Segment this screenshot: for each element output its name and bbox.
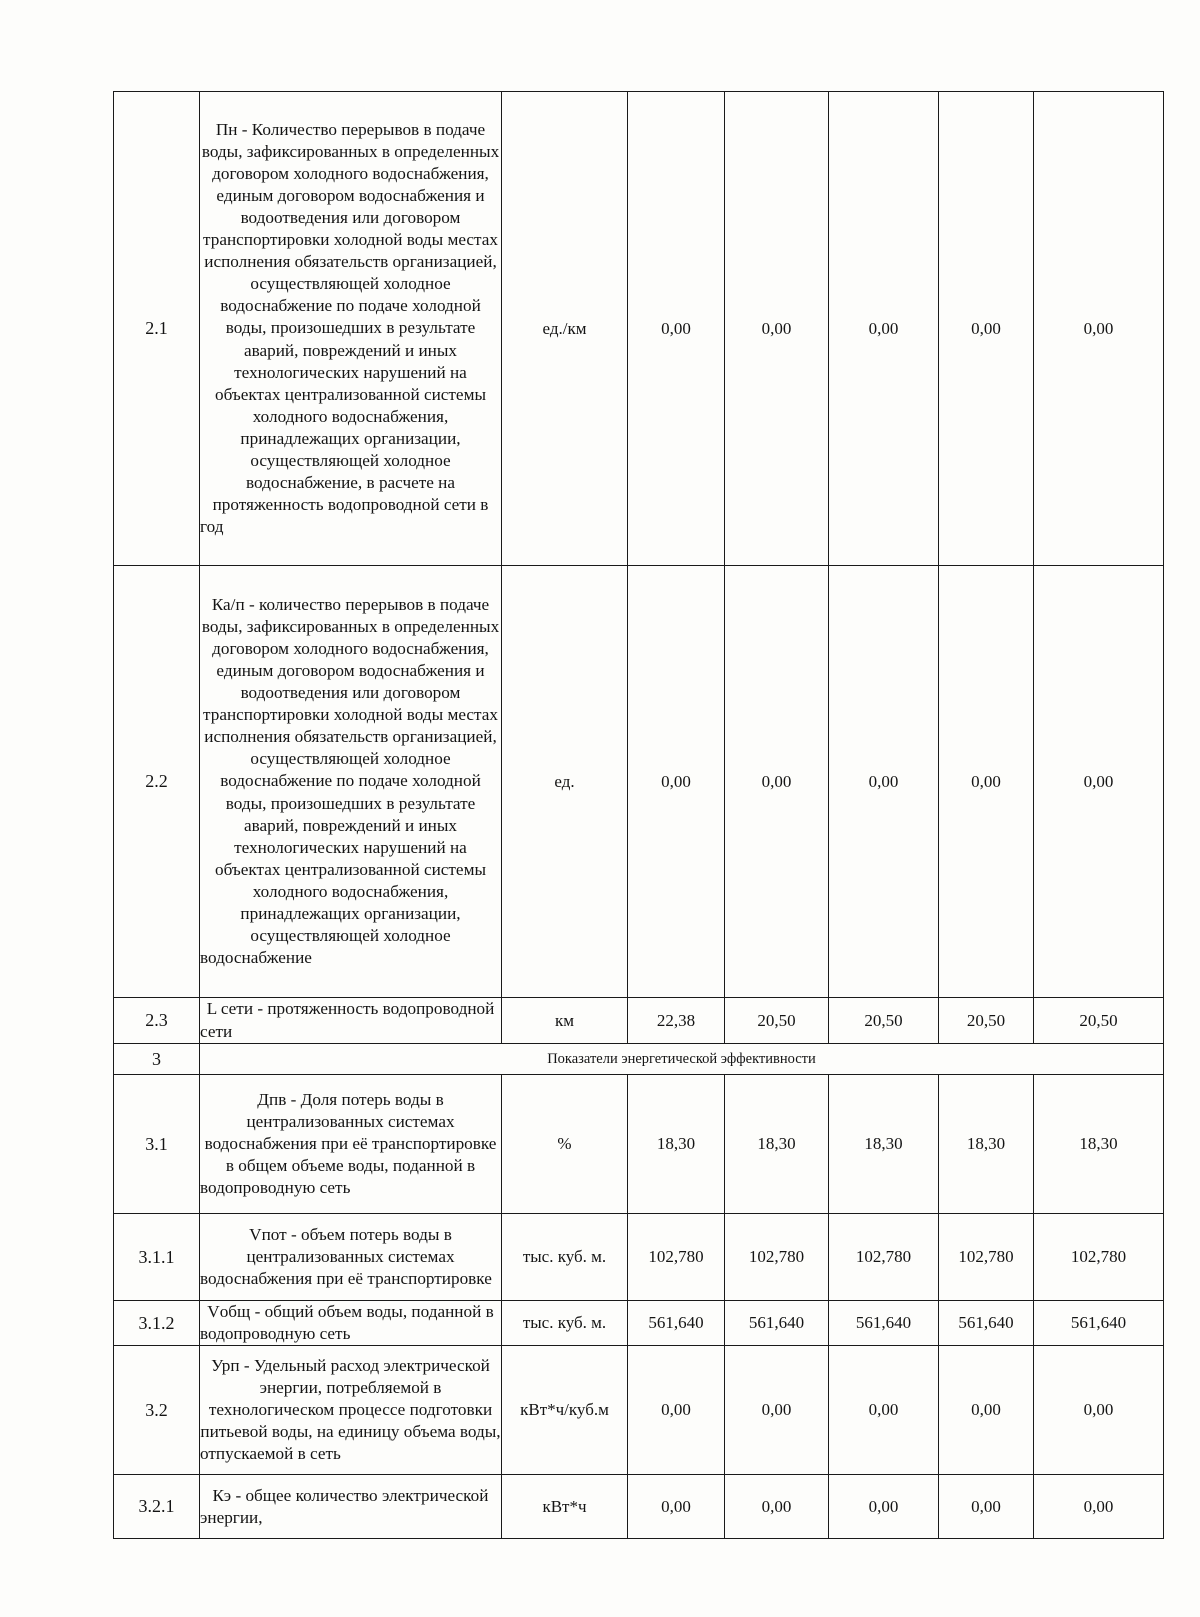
value-cell: 102,780 — [829, 1214, 939, 1301]
value-cell: 102,780 — [939, 1214, 1034, 1301]
value-cell: 0,00 — [725, 92, 829, 566]
table-body — [114, 92, 1164, 1539]
value-cell: 561,640 — [628, 1301, 725, 1346]
value-cell: 0,00 — [628, 92, 725, 566]
table-row — [114, 1214, 1164, 1301]
value-cell: 0,00 — [1034, 1475, 1164, 1539]
row-number: 3 — [114, 1044, 200, 1075]
value-cell: 0,00 — [1034, 1346, 1164, 1475]
unit-cell: тыс. куб. м. — [502, 1301, 628, 1346]
value-cell: 102,780 — [628, 1214, 725, 1301]
value-cell: 0,00 — [829, 566, 939, 998]
indicator-description: Урп - Удельный расход электрической энергии, потребляемой в технологическом процессе подготовки питьевой воды, на единицу объема воды, отпускаемой в сеть — [200, 1346, 502, 1475]
row-number: 3.1.2 — [114, 1301, 200, 1346]
indicator-description: Vпот - объем потерь воды в централизованных системах водоснабжения при её транспортировке — [200, 1214, 502, 1301]
value-cell: 18,30 — [628, 1075, 725, 1214]
value-cell: 20,50 — [939, 998, 1034, 1044]
value-cell: 0,00 — [628, 1346, 725, 1475]
row-number: 2.1 — [114, 92, 200, 566]
table-row — [114, 1301, 1164, 1346]
value-cell: 18,30 — [829, 1075, 939, 1214]
table-row — [114, 1346, 1164, 1475]
value-cell: 0,00 — [829, 1346, 939, 1475]
indicators-table — [113, 91, 1164, 1539]
value-cell: 0,00 — [628, 1475, 725, 1539]
row-number: 3.1.1 — [114, 1214, 200, 1301]
value-cell: 0,00 — [829, 92, 939, 566]
section-title: Показатели энергетической эффективности — [200, 1044, 1164, 1075]
value-cell: 20,50 — [1034, 998, 1164, 1044]
value-cell: 0,00 — [725, 1475, 829, 1539]
value-cell: 0,00 — [939, 1475, 1034, 1539]
unit-cell: кВт*ч — [502, 1475, 628, 1539]
value-cell: 102,780 — [1034, 1214, 1164, 1301]
unit-cell: % — [502, 1075, 628, 1214]
table-row — [114, 1075, 1164, 1214]
value-cell: 18,30 — [939, 1075, 1034, 1214]
value-cell: 0,00 — [939, 566, 1034, 998]
value-cell: 0,00 — [628, 566, 725, 998]
value-cell: 102,780 — [725, 1214, 829, 1301]
row-number: 3.2.1 — [114, 1475, 200, 1539]
row-number: 2.2 — [114, 566, 200, 998]
section-row — [114, 1044, 1164, 1075]
value-cell: 22,38 — [628, 998, 725, 1044]
value-cell: 0,00 — [1034, 92, 1164, 566]
unit-cell: км — [502, 998, 628, 1044]
value-cell: 18,30 — [725, 1075, 829, 1214]
indicator-description: Vобщ - общий объем воды, поданной в водопроводную сеть — [200, 1301, 502, 1346]
row-number: 3.1 — [114, 1075, 200, 1214]
table-row — [114, 998, 1164, 1044]
value-cell: 561,640 — [1034, 1301, 1164, 1346]
value-cell: 20,50 — [725, 998, 829, 1044]
value-cell: 0,00 — [939, 1346, 1034, 1475]
indicator-description: Дпв - Доля потерь воды в централизованных системах водоснабжения при её транспортировке в общем объеме воды, поданной в водопроводную сеть — [200, 1075, 502, 1214]
document-page — [113, 91, 1163, 1539]
value-cell: 0,00 — [1034, 566, 1164, 998]
value-cell: 20,50 — [829, 998, 939, 1044]
unit-cell: кВт*ч/куб.м — [502, 1346, 628, 1475]
indicator-description: Пн - Количество перерывов в подаче воды, зафиксированных в определенных договором холодного водоснабжения, единым договором водоснабжения и водоотведения или договором транспортировки холодной воды местах исполнения обязательств организацией, осуществляющей холодное водоснабжение по подаче холодной воды, произошедших в результате аварий, повреждений и иных технологических нарушений на объектах централизованной системы холодного водоснабжения, принадлежащих организации, осуществляющей холодное водоснабжение, в расчете на протяженность водопроводной сети в год — [200, 92, 502, 566]
value-cell: 0,00 — [939, 92, 1034, 566]
value-cell: 561,640 — [725, 1301, 829, 1346]
value-cell: 561,640 — [829, 1301, 939, 1346]
indicator-description: Кэ - общее количество электрической энергии, — [200, 1475, 502, 1539]
table-row — [114, 566, 1164, 998]
value-cell: 561,640 — [939, 1301, 1034, 1346]
table-row — [114, 1475, 1164, 1539]
unit-cell: тыс. куб. м. — [502, 1214, 628, 1301]
indicator-description: Ка/п - количество перерывов в подаче воды, зафиксированных в определенных договором холодного водоснабжения, единым договором водоснабжения и водоотведения или договором транспортировки холодной воды местах исполнения обязательств организацией, осуществляющей холодное водоснабжение по подаче холодной воды, произошедших в результате аварий, повреждений и иных технологических нарушений на объектах централизованной системы холодного водоснабжения, принадлежащих организации, осуществляющей холодное водоснабжение — [200, 566, 502, 998]
row-number: 3.2 — [114, 1346, 200, 1475]
indicator-description: L сети - протяженность водопроводной сети — [200, 998, 502, 1044]
value-cell: 0,00 — [829, 1475, 939, 1539]
value-cell: 0,00 — [725, 566, 829, 998]
unit-cell: ед. — [502, 566, 628, 998]
table-row — [114, 92, 1164, 566]
unit-cell: ед./км — [502, 92, 628, 566]
value-cell: 18,30 — [1034, 1075, 1164, 1214]
row-number: 2.3 — [114, 998, 200, 1044]
value-cell: 0,00 — [725, 1346, 829, 1475]
